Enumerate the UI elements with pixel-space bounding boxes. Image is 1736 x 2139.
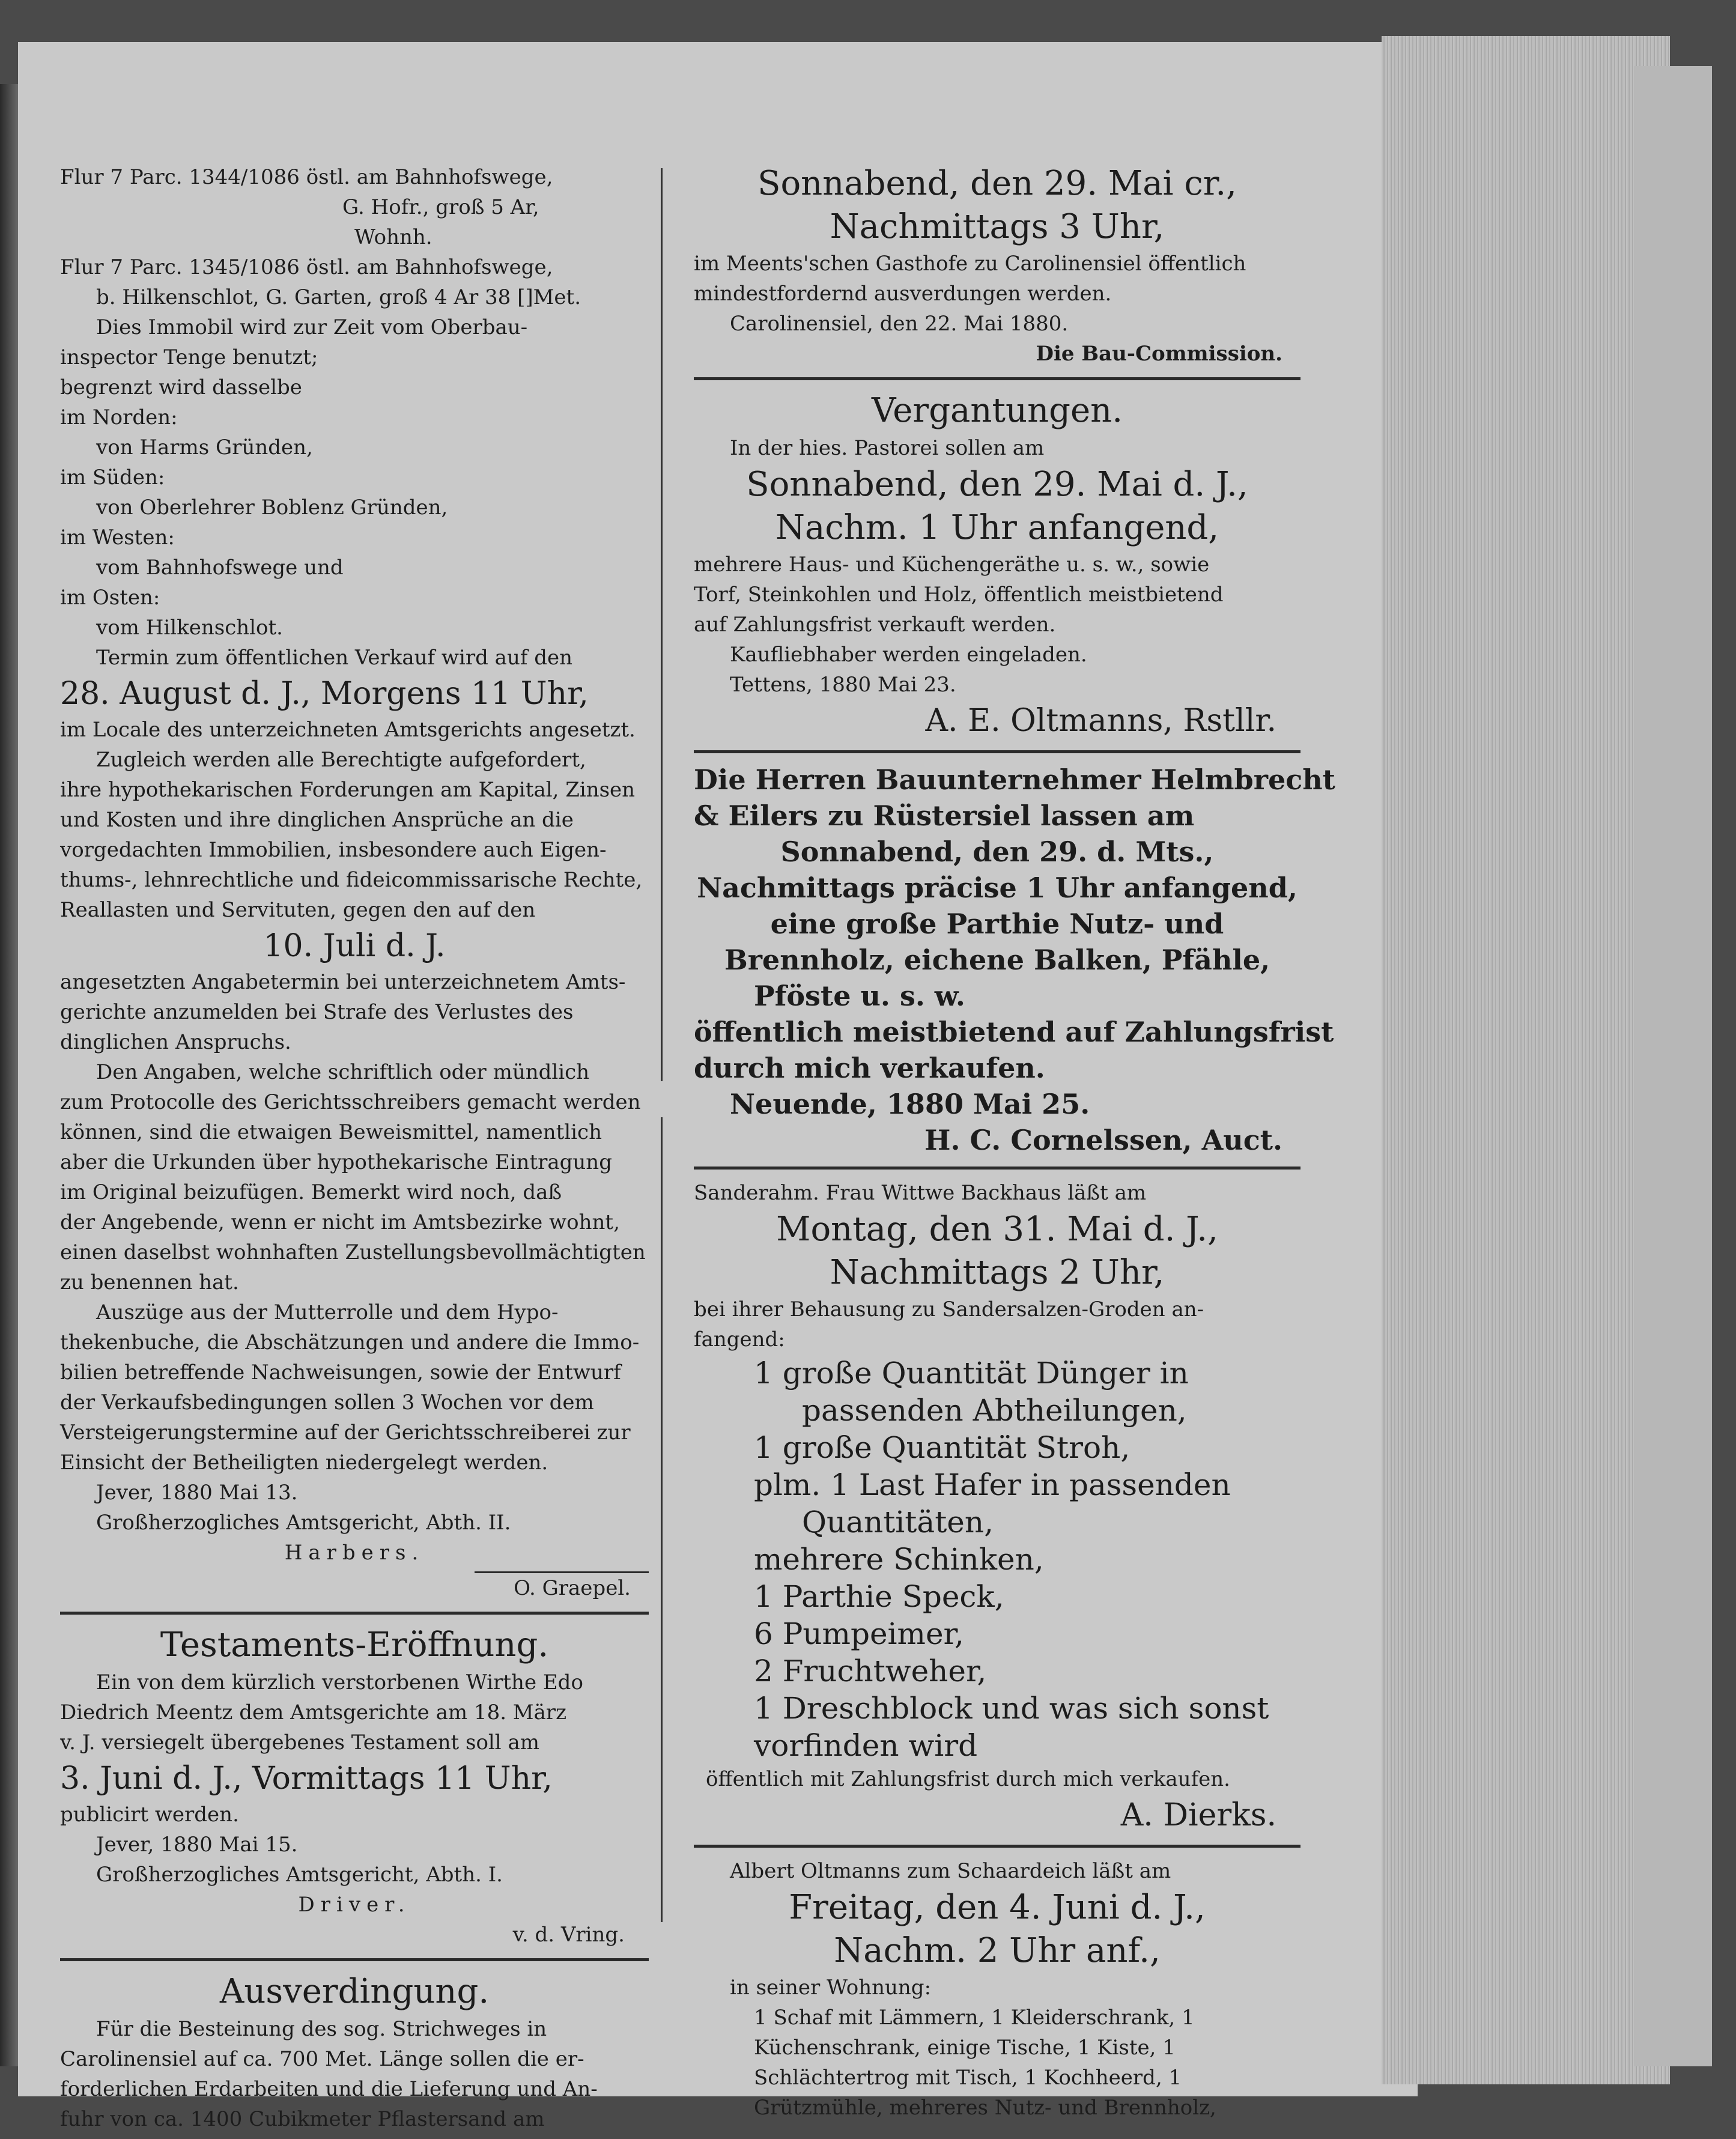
text-line: Küchenschrank, einige Tische, 1 Kiste, 1	[754, 2036, 1176, 2060]
text-line: vom Bahnhofswege und	[96, 556, 344, 580]
column-divider	[661, 168, 663, 1081]
testament-title: Testaments-Eröffnung.	[160, 1625, 549, 1664]
notice-line: Nachmittags präcise 1 Uhr anfangend,	[697, 872, 1297, 904]
text-line: bilien betreffende Nachweisungen, sowie der Entwurf	[60, 1361, 621, 1385]
court-name: Großherzogliches Amtsgericht, Abth. I.	[96, 1863, 503, 1887]
notice-line: Neuende, 1880 Mai 25.	[730, 1088, 1090, 1120]
text-line: ihre hypothekarischen Forderungen am Kapital, Zinsen	[60, 778, 636, 802]
text-line: der Verkaufsbedingungen sollen 3 Wochen vor dem	[60, 1391, 594, 1415]
list-item: 6 Pumpeimer,	[754, 1616, 964, 1651]
text-line: thekenbuche, die Abschätzungen und andere die Immo-	[60, 1330, 640, 1355]
place-date: Jever, 1880 Mai 13.	[96, 1481, 298, 1505]
text-line: einen daselbst wohnhaften Zustellungsbevollmächtigten	[60, 1240, 646, 1264]
notice-line: Sonnabend, den 29. d. Mts.,	[780, 836, 1214, 868]
text-line: Torf, Steinkohlen und Holz, öffentlich meistbietend	[694, 583, 1224, 607]
list-item: 1 große Quantität Stroh,	[754, 1430, 1131, 1465]
vergantungen-title: Vergantungen.	[871, 391, 1123, 430]
text-line: Für die Besteinung des sog. Strichweges in	[96, 2017, 547, 2041]
signer: Driver.	[298, 1893, 411, 1917]
text-line: Versteigerungstermine auf der Gerichtsschreiberei zur	[60, 1421, 631, 1445]
text-line: im Meents'schen Gasthofe zu Carolinensiel öffentlich	[694, 252, 1246, 276]
text-line: fangend:	[694, 1327, 785, 1352]
text-line: In der hies. Pastorei sollen am	[730, 436, 1045, 460]
list-item: mehrere Schinken,	[754, 1542, 1044, 1577]
list-item: vorfinden wird	[754, 1728, 978, 1763]
book-cover-edge	[1634, 66, 1712, 2066]
section-rule	[694, 377, 1300, 380]
text-line: im Norden:	[60, 405, 178, 429]
text-line: Albert Oltmanns zum Schaardeich läßt am	[730, 1859, 1171, 1883]
text-line: angesetzten Angabetermin bei unterzeichnetem Amts-	[60, 970, 626, 994]
text-line: Zugleich werden alle Berechtigte aufgefordert,	[96, 748, 586, 772]
auction-date: 28. August d. J., Morgens 11 Uhr,	[60, 676, 589, 712]
text-line: begrenzt wird dasselbe	[60, 375, 302, 399]
section-rule	[694, 750, 1300, 753]
signer-2: O. Graepel.	[514, 1576, 631, 1600]
time-heading: Nachmittags 2 Uhr,	[830, 1253, 1165, 1292]
text-line: im Original beizufügen. Bemerkt wird noch, daß	[60, 1180, 562, 1204]
left-column	[60, 162, 649, 2134]
text-line: zu benennen hat.	[60, 1270, 239, 1294]
text-line: publicirt werden.	[60, 1803, 239, 1827]
place-date: Jever, 1880 Mai 15.	[96, 1833, 298, 1857]
place-date: Carolinensiel, den 22. Mai 1880.	[730, 312, 1069, 336]
signer: Harbers.	[284, 1541, 425, 1565]
text-line: inspector Tenge benutzt;	[60, 345, 318, 369]
list-item: passenden Abtheilungen,	[802, 1393, 1187, 1428]
flur-line: G. Hofr., groß 5 Ar,	[342, 195, 539, 219]
notice-line: eine große Parthie Nutz- und	[770, 908, 1224, 940]
text-line: mindestfordernd ausverdungen werden.	[694, 282, 1112, 306]
flur-line: b. Hilkenschlot, G. Garten, groß 4 Ar 38 []Met.	[96, 285, 581, 309]
section-rule	[694, 1167, 1300, 1170]
text-line: 1 Schaf mit Lämmern, 1 Kleiderschrank, 1	[754, 2006, 1195, 2030]
text-line: der Angebende, wenn er nicht im Amtsbezirke wohnt,	[60, 1210, 620, 1234]
book-page-edges	[1382, 36, 1670, 2084]
signer: H. C. Cornelssen, Auct.	[924, 1124, 1282, 1156]
flur-line: Wohnh.	[354, 225, 432, 249]
text-line: forderlichen Erdarbeiten und die Lieferung und An-	[60, 2077, 598, 2101]
ausverdingung-title: Ausverdingung.	[219, 1972, 490, 2011]
text-line: und Kosten und ihre dinglichen Ansprüche an die	[60, 808, 574, 832]
text-line: Grützmühle, mehreres Nutz- und Brennholz,	[754, 2096, 1216, 2120]
date-heading: Sonnabend, den 29. Mai d. J.,	[746, 465, 1248, 504]
time-heading: Nachmittags 3 Uhr,	[830, 207, 1165, 246]
notice-line: Brennholz, eichene Balken, Pfähle,	[724, 944, 1270, 976]
text-line: Kaufliebhaber werden eingeladen.	[730, 643, 1087, 667]
text-line: gerichte anzumelden bei Strafe des Verlustes des	[60, 1000, 574, 1024]
list-item: 1 Parthie Speck,	[754, 1579, 1004, 1614]
text-line: auf Zahlungsfrist verkauft werden.	[694, 613, 1056, 637]
text-line: Einsicht der Betheiligten niedergelegt werden.	[60, 1451, 548, 1475]
text-line: Carolinensiel auf ca. 700 Met. Länge sollen die er-	[60, 2047, 584, 2071]
list-item: 1 Dreschblock und was sich sonst	[754, 1691, 1269, 1726]
time-heading: Nachm. 1 Uhr anfangend,	[775, 508, 1219, 547]
text-line: von Harms Gründen,	[96, 435, 313, 460]
text-line: v. J. versiegelt übergebenes Testament soll am	[60, 1731, 539, 1755]
right-column	[694, 162, 1335, 2123]
text-line: Termin zum öffentlichen Verkauf wird auf den	[96, 646, 573, 670]
text-line: thums-, lehnrechtliche und fideicommissarische Rechte,	[60, 868, 643, 892]
text-line: Den Angaben, welche schriftlich oder mündlich	[96, 1060, 590, 1084]
flur-line: Flur 7 Parc. 1344/1086 östl. am Bahnhofswege,	[60, 165, 553, 189]
claim-date: 10. Juli d. J.	[263, 928, 446, 964]
text-line: Auszüge aus der Mutterrolle und dem Hypo-	[96, 1300, 559, 1324]
notice-line: öffentlich meistbietend auf Zahlungsfrist	[694, 1016, 1334, 1048]
text-line: Dies Immobil wird zur Zeit vom Oberbau-	[96, 315, 528, 339]
text-line: von Oberlehrer Boblenz Gründen,	[96, 496, 448, 520]
signer-2: v. d. Vring.	[512, 1923, 625, 1947]
notice-line: durch mich verkaufen.	[694, 1052, 1045, 1084]
text-line: dinglichen Anspruchs.	[60, 1030, 291, 1054]
text-line: Diedrich Meentz dem Amtsgerichte am 18. März	[60, 1701, 567, 1725]
text-line: fuhr von ca. 1400 Cubikmeter Pflastersand am	[60, 2107, 545, 2131]
testament-date: 3. Juni d. J., Vormittags 11 Uhr,	[60, 1761, 553, 1797]
text-line: in seiner Wohnung:	[730, 1976, 932, 2000]
notice-line: Die Herren Bauunternehmer Helmbrecht	[694, 763, 1335, 796]
text-line: im Süden:	[60, 466, 165, 490]
date-heading: Freitag, den 4. Juni d. J.,	[789, 1888, 1206, 1927]
notice-line: Pföste u. s. w.	[754, 980, 965, 1012]
signer: A. E. Oltmanns, Rstllr.	[925, 703, 1276, 739]
time-heading: Nachm. 2 Uhr anf.,	[834, 1931, 1161, 1970]
section-rule	[694, 1845, 1300, 1848]
date-heading: Montag, den 31. Mai d. J.,	[776, 1210, 1218, 1249]
text-line: öffentlich mit Zahlungsfrist durch mich verkaufen.	[706, 1767, 1230, 1791]
section-rule	[60, 1612, 649, 1615]
place-date: Tettens, 1880 Mai 23.	[730, 673, 956, 697]
signer: Die Bau-Commission.	[1036, 342, 1282, 366]
signer: A. Dierks.	[1120, 1797, 1276, 1833]
text-line: zum Protocolle des Gerichtsschreibers gemacht werden	[60, 1090, 641, 1114]
text-line: Reallasten und Servituten, gegen den auf den	[60, 898, 536, 922]
court-name: Großherzogliches Amtsgericht, Abth. II.	[96, 1511, 511, 1535]
text-line: im Westen:	[60, 526, 175, 550]
text-line: Schlächtertrog mit Tisch, 1 Kochheerd, 1	[754, 2066, 1182, 2090]
text-line: im Locale des unterzeichneten Amtsgerichts angesetzt.	[60, 718, 636, 742]
text-line: aber die Urkunden über hypothekarische Eintragung	[60, 1150, 612, 1174]
section-rule	[60, 1958, 649, 1961]
list-item: 2 Fruchtweher,	[754, 1654, 987, 1688]
date-heading: Sonnabend, den 29. Mai cr.,	[757, 164, 1237, 203]
column-divider-lower	[661, 1117, 663, 1922]
flur-line: Flur 7 Parc. 1345/1086 östl. am Bahnhofswege,	[60, 255, 553, 279]
text-line: vom Hilkenschlot.	[96, 616, 283, 640]
list-item: 1 große Quantität Dünger in	[754, 1356, 1189, 1391]
page-edge-left	[0, 84, 18, 2066]
list-item: Quantitäten,	[802, 1505, 994, 1540]
text-line: im Osten:	[60, 586, 160, 610]
text-line: mehrere Haus- und Küchengeräthe u. s. w., sowie	[694, 553, 1210, 577]
text-line: können, sind die etwaigen Beweismittel, namentlich	[60, 1120, 602, 1144]
text-line: Sanderahm. Frau Wittwe Backhaus läßt am	[694, 1181, 1147, 1205]
text-line: Ein von dem kürzlich verstorbenen Wirthe Edo	[96, 1670, 583, 1695]
text-line: bei ihrer Behausung zu Sandersalzen-Groden an-	[694, 1297, 1204, 1321]
list-item: plm. 1 Last Hafer in passenden	[754, 1467, 1231, 1502]
notice-line: & Eilers zu Rüstersiel lassen am	[694, 799, 1195, 832]
text-line: vorgedachten Immobilien, insbesondere auch Eigen-	[60, 838, 607, 862]
